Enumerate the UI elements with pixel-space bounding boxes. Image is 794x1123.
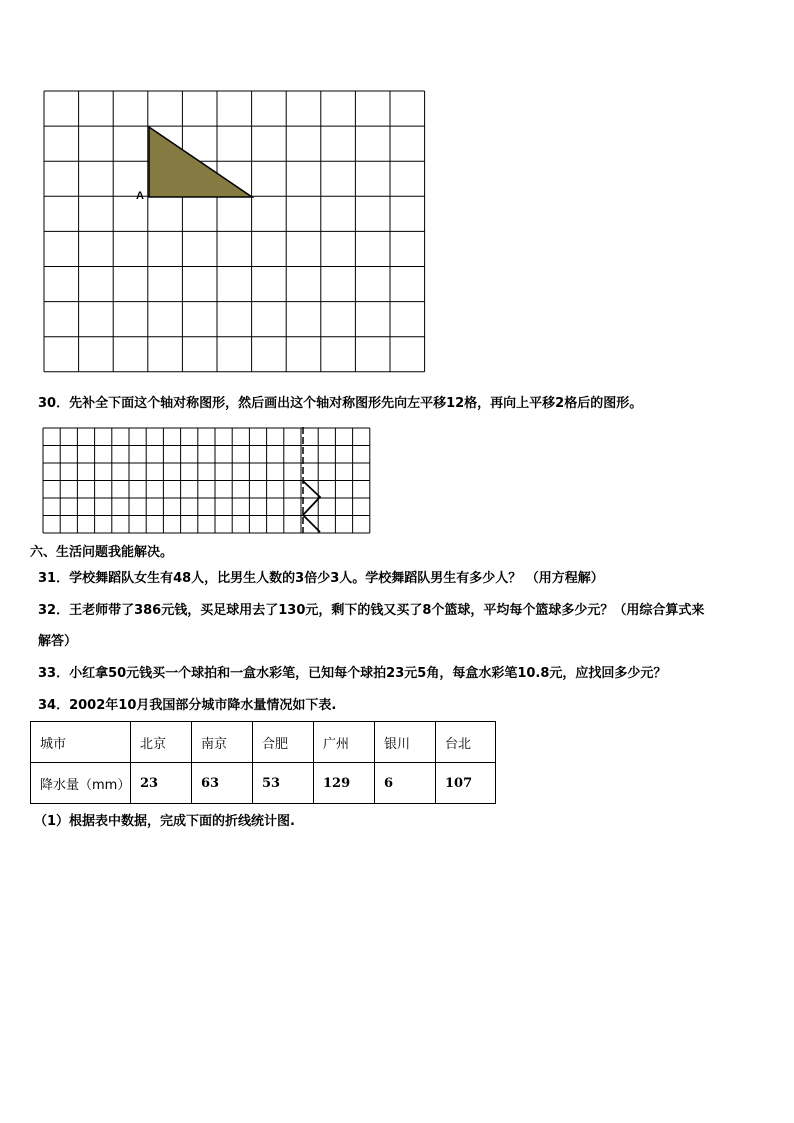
table-cell: 合肥 [253, 722, 314, 763]
table-cell: 台北 [436, 722, 496, 763]
rainfall-table [30, 721, 496, 804]
question-34-sub1: （1）根据表中数据，完成下面的折线统计图. [34, 814, 295, 829]
small-grid-lines [43, 428, 370, 533]
table-cell: 南京 [192, 722, 253, 763]
table-cell: 63 [192, 763, 253, 804]
question-34-intro: 34．2002年10月我国部分城市降水量情况如下表. [38, 698, 337, 713]
question-30-text: 30．先补全下面这个轴对称图形，然后画出这个轴对称图形先向左平移12格，再向上平移2格后的图形。 [38, 396, 643, 411]
table-row [31, 763, 496, 804]
table-cell: 降水量（mm） [31, 763, 131, 804]
table-cell: 129 [314, 763, 375, 804]
half-shape-outline [303, 481, 320, 532]
point-a-label: A [136, 190, 144, 202]
question-32-line1: 32．王老师带了386元钱，买足球用去了130元，剩下的钱又买了8个篮球，平均每个篮球多少元？（用综合算式来 [38, 603, 705, 618]
question-32-line2: 解答） [38, 634, 78, 649]
table-cell: 6 [375, 763, 436, 804]
table-cell: 北京 [131, 722, 192, 763]
section-6-title: 六、生活问题我能解决。 [30, 545, 174, 560]
table-cell: 53 [253, 763, 314, 804]
table-cell: 银川 [375, 722, 436, 763]
question-31-text: 31．学校舞蹈队女生有48人，比男生人数的3倍少3人。学校舞蹈队男生有多少人？ （用方程解） [38, 571, 604, 586]
symmetry-grid-figure [0, 0, 794, 560]
table-cell: 23 [131, 763, 192, 804]
table-row [31, 722, 496, 763]
table-cell: 广州 [314, 722, 375, 763]
table-cell: 107 [436, 763, 496, 804]
question-33-text: 33．小红拿50元钱买一个球拍和一盒水彩笔，已知每个球拍23元5角，每盒水彩笔10.8元，应找回多少元？ [38, 666, 667, 681]
table-cell: 城市 [31, 722, 131, 763]
